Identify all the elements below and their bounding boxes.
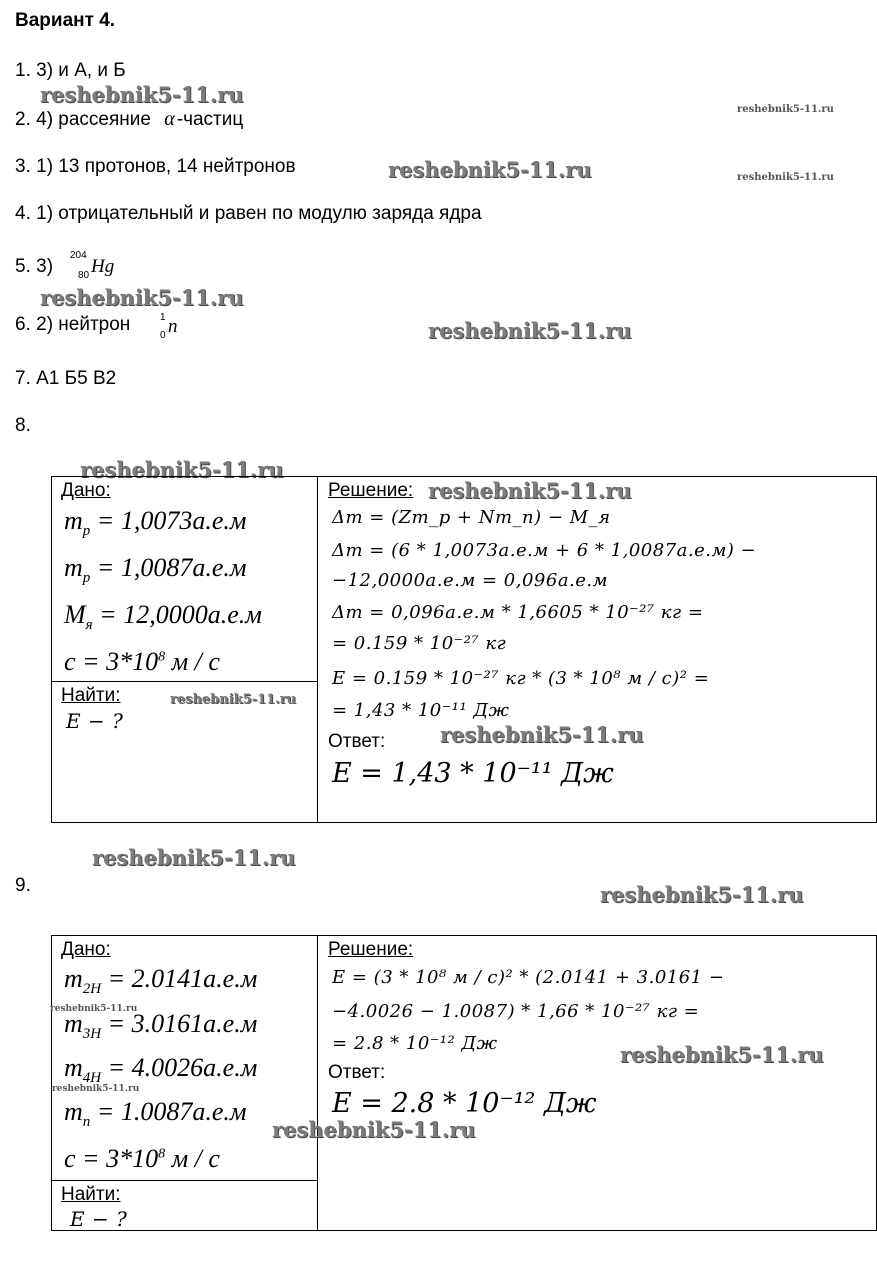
task8-answer: E = 1,43 * 10⁻¹¹ Дж — [332, 758, 614, 789]
task8-given-label: Дано: — [61, 480, 111, 501]
task8-given-mya: $M_я = 12,0000а.е.м$ — [64, 600, 262, 634]
watermark: reshebnik5-11.ru — [388, 157, 592, 182]
answer-6 — [15, 314, 130, 336]
task8-solution-line: Δm = 0,096а.е.м * 1,6605 * 10⁻²⁷ кг = — [332, 602, 704, 623]
neutron-letter: n — [168, 316, 178, 337]
task8-solution-line: Δm = (6 * 1,0073а.е.м + 6 * 1,0087а.е.м) − — [332, 540, 757, 561]
answer-8-number: 8. — [15, 415, 31, 436]
task8-divider — [317, 476, 318, 823]
watermark: reshebnik5-11.ru — [600, 882, 804, 907]
watermark: reshebnik5-11.ru — [737, 104, 834, 115]
task8-find-label: Найти: — [61, 685, 121, 706]
watermark: reshebnik5-11.ru — [440, 722, 644, 747]
neutron-mass-number: 1 — [160, 312, 166, 323]
task8-given-c: $c = 3*10^8$ м / с — [64, 647, 220, 676]
watermark: reshebnik5-11.ru — [428, 478, 632, 503]
task8-solution-line: E = 0.159 * 10⁻²⁷ кг * (3 * 10⁸ м / с)² = — [332, 668, 710, 689]
watermark: reshebnik5-11.ru — [428, 318, 632, 343]
answer-1: 1. 3) и А, и Б — [15, 60, 126, 81]
watermark: reshebnik5-11.ru — [170, 692, 297, 707]
answer-2-text: 2. 4) рассеяние — [15, 109, 151, 130]
task8-solution-line: = 0.159 * 10⁻²⁷ кг — [332, 633, 507, 654]
page-title: Вариант 4. — [15, 10, 116, 31]
task8-answer-label: Ответ: — [328, 731, 386, 752]
watermark: reshebnik5-11.ru — [40, 82, 244, 107]
task9-divider — [317, 935, 318, 1231]
watermark: reshebnik5-11.ru — [50, 1004, 138, 1014]
task9-solution-label: Решение: — [328, 939, 414, 960]
watermark: reshebnik5-11.ru — [737, 172, 834, 183]
answer-7: 7. А1 Б5 В2 — [15, 368, 117, 389]
watermark: reshebnik5-11.ru — [80, 457, 284, 482]
hg-charge-number: 80 — [78, 270, 90, 281]
task9-solution-line: = 2.8 * 10⁻¹² Дж — [332, 1033, 498, 1054]
answer-4: 4. 1) отрицательный и равен по модулю заряда ядра — [15, 203, 482, 224]
alpha-symbol: α — [164, 108, 175, 130]
hg-mass-number: 204 — [70, 250, 87, 261]
task8-given-mp: $m_p = 1,0073а.е.м$ — [64, 506, 247, 540]
task9-solution-line: −4.0026 − 1.0087) * 1,66 * 10⁻²⁷ кг = — [332, 1001, 700, 1022]
answer-2 — [15, 108, 243, 131]
task8-solution-line: −12,0000а.е.м = 0,096а.е.м — [332, 570, 609, 591]
watermark: reshebnik5-11.ru — [52, 1084, 140, 1094]
task9-solution-line: E = (3 * 10⁸ м / с)² * (2.0141 + 3.0161 − — [332, 967, 725, 988]
answer-2-suffix: -частиц — [176, 109, 244, 130]
task8-find: E − ? — [66, 709, 124, 733]
task9-find-label: Найти: — [61, 1184, 121, 1205]
answer-9-number: 9. — [15, 875, 31, 896]
task8-given-divider — [51, 681, 318, 682]
task8-solution-line: Δm = (Zm_p + Nm_n) − M_я — [332, 507, 611, 528]
task9-answer-label: Ответ: — [328, 1062, 386, 1083]
task9-answer: E = 2.8 * 10⁻¹² Дж — [332, 1088, 597, 1119]
task9-given-c: $c = 3*10^8$ м / с — [64, 1144, 220, 1173]
task8-solution-label: Решение: — [328, 480, 414, 501]
neutron-symbol — [158, 312, 188, 342]
answer-5 — [15, 256, 53, 278]
task9-given-m4h: $m_{4H} = 4.0026а.е.м$ — [64, 1053, 258, 1087]
task9-given-label: Дано: — [61, 939, 111, 960]
task9-given-m3h: $m_{3H} = 3.0161а.е.м$ — [64, 1009, 258, 1043]
answer-5-text: 5. 3) — [15, 256, 54, 277]
task9-given-m2h: $m_{2H} = 2.0141а.е.м$ — [64, 964, 258, 998]
task8-solution-line: = 1,43 * 10⁻¹¹ Дж — [332, 700, 510, 721]
answer-3: 3. 1) 13 протонов, 14 нейтронов — [15, 156, 296, 177]
hg-isotope — [70, 250, 130, 284]
task9-find: E − ? — [70, 1207, 128, 1231]
task9-given-divider — [51, 1180, 318, 1181]
watermark: reshebnik5-11.ru — [620, 1042, 824, 1067]
task8-given-mn: $m_p = 1,0087а.е.м$ — [64, 553, 247, 587]
answer-6-text: 6. 2) нейтрон — [15, 314, 131, 335]
watermark: reshebnik5-11.ru — [272, 1117, 476, 1142]
task9-given-mn: $m_n = 1.0087а.е.м$ — [64, 1097, 247, 1131]
neutron-charge-number: 0 — [160, 330, 166, 341]
watermark: reshebnik5-11.ru — [40, 285, 244, 310]
watermark: reshebnik5-11.ru — [92, 845, 296, 870]
hg-symbol: Hg — [91, 256, 115, 277]
